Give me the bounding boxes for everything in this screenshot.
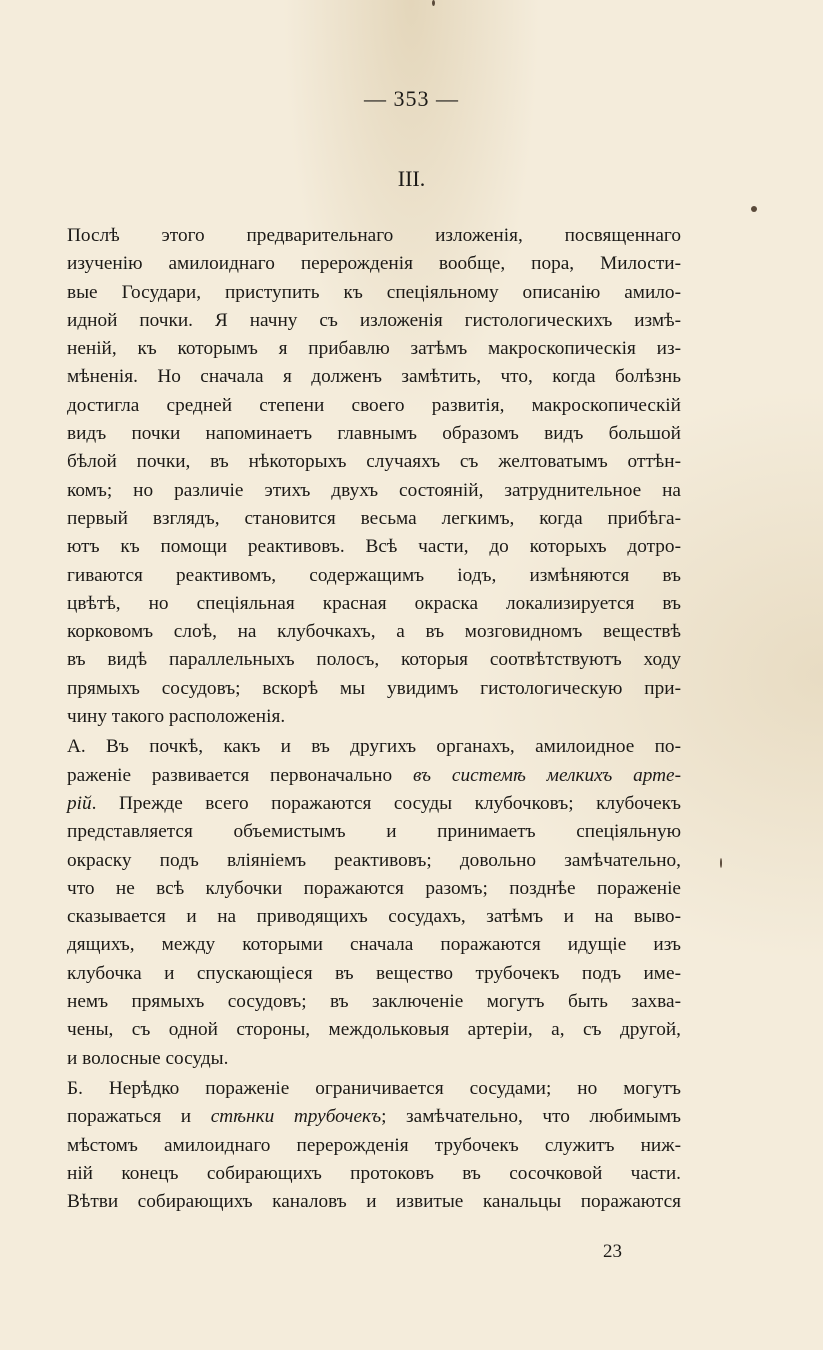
text-line: изученію амилоиднаго перерожденія вообще, пора, Милости- bbox=[67, 253, 681, 275]
text-line: бѣлой почки, въ нѣкоторыхъ случаяхъ съ желтоватымъ оттѣн- bbox=[67, 451, 681, 473]
text-line: что не всѣ клубочки поражаются разомъ; позднѣе пораженіе bbox=[67, 877, 681, 899]
text-line: ній конецъ собирающихъ протоковъ въ сосочковой части. bbox=[67, 1162, 681, 1184]
text-line: чину такого расположенія. bbox=[67, 706, 286, 728]
text-line: клубочка и спускающіеся въ вещество трубочекъ подъ име- bbox=[67, 962, 681, 984]
text-line: неній, къ которымъ я прибавлю затѣмъ макроскопическія из- bbox=[67, 338, 681, 360]
text-line: корковомъ слоѣ, на клубочкахъ, а въ мозговидномъ веществѣ bbox=[67, 621, 681, 643]
text-line: достигла средней степени своего развитія, макроскопическій bbox=[67, 394, 681, 416]
text-line: въ видѣ параллельныхъ полосъ, которыя соотвѣтствуютъ ходу bbox=[67, 649, 681, 671]
text-line: Послѣ этого предварительнаго изложенія, посвященнаго bbox=[67, 225, 681, 246]
text-line: прямыхъ сосудовъ; вскорѣ мы увидимъ гистологическую при- bbox=[67, 677, 681, 699]
text-run: ; замѣчательно, что любимымъ bbox=[381, 1106, 681, 1128]
text-line: гиваются реактивомъ, содержащимъ іодъ, измѣняются въ bbox=[67, 564, 681, 586]
text-line: сказывается и на приводящихъ сосудахъ, затѣмъ и на выво- bbox=[67, 906, 681, 928]
body-text bbox=[67, 222, 681, 1216]
text-line: идной почки. Я начну съ изложенія гистологическихъ измѣ- bbox=[67, 309, 681, 331]
text-line: Вѣтви собирающихъ каналовъ и извитые канальцы поражаются bbox=[67, 1191, 681, 1213]
text-run: раженіе развивается первоначально bbox=[67, 764, 413, 786]
paragraph bbox=[67, 1075, 681, 1216]
text-line: мѣстомъ амилоиднаго перерожденія трубочекъ служитъ ниж- bbox=[67, 1134, 681, 1156]
text-line: дящихъ, между которыми сначала поражаются идущіе изъ bbox=[67, 934, 681, 956]
text-line: цвѣтѣ, но спеціяльная красная окраска локализируется въ bbox=[67, 592, 681, 614]
text-line: немъ прямыхъ сосудовъ; въ заключеніе могутъ быть захва- bbox=[67, 991, 681, 1013]
section-heading: III. bbox=[397, 166, 426, 191]
text-line: Б. Нерѣдко пораженіе ограничивается сосудами; но могутъ bbox=[67, 1077, 681, 1099]
text-line: видъ почки напоминаетъ главнымъ образомъ видъ большой bbox=[67, 423, 681, 445]
emphasis-text: рій bbox=[67, 792, 92, 814]
paragraph bbox=[67, 222, 681, 731]
emphasis-text: въ системѣ мелкихъ арте- bbox=[412, 764, 681, 786]
text-line: и волосные сосуды. bbox=[67, 1047, 229, 1069]
text-line: первый взглядъ, становится весьма легкимъ, когда прибѣга- bbox=[67, 507, 681, 529]
text-line: мѣненія. Но сначала я долженъ замѣтить, что, когда болѣзнь bbox=[67, 366, 681, 388]
text-run: поражаться и bbox=[67, 1106, 211, 1128]
text-line: представляется объемистымъ и принимаетъ спеціяльную bbox=[67, 821, 681, 843]
text-line: комъ; но различіе этихъ двухъ состояній, затруднительное на bbox=[67, 479, 681, 501]
page-number: — 353 — bbox=[364, 86, 459, 111]
text-line: А. Въ почкѣ, какъ и въ другихъ органахъ, амилоидное по- bbox=[67, 736, 681, 758]
text-line: чены, съ одной стороны, междольковыя артеріи, а, съ другой, bbox=[67, 1019, 681, 1041]
text-line bbox=[67, 790, 681, 818]
text-line: окраску подъ вліяніемъ реактивовъ; довольно замѣчательно, bbox=[67, 849, 681, 871]
text-line bbox=[67, 762, 681, 790]
paper-speck bbox=[751, 206, 757, 212]
paper-speck bbox=[432, 0, 435, 6]
text-run: . Прежде всего поражаются сосуды клубочковъ; клубочекъ bbox=[91, 792, 681, 814]
paper-speck bbox=[720, 858, 722, 868]
text-line: вые Государи, приступить къ спеціяльному описанію амило- bbox=[67, 281, 681, 303]
text-line: ютъ къ помощи реактивовъ. Всѣ части, до которыхъ дотро- bbox=[67, 536, 681, 558]
paragraph bbox=[67, 733, 681, 1073]
text-line bbox=[67, 1103, 681, 1131]
signature-mark: 23 bbox=[603, 1241, 622, 1262]
emphasis-text: стѣнки трубочекъ bbox=[210, 1106, 382, 1128]
